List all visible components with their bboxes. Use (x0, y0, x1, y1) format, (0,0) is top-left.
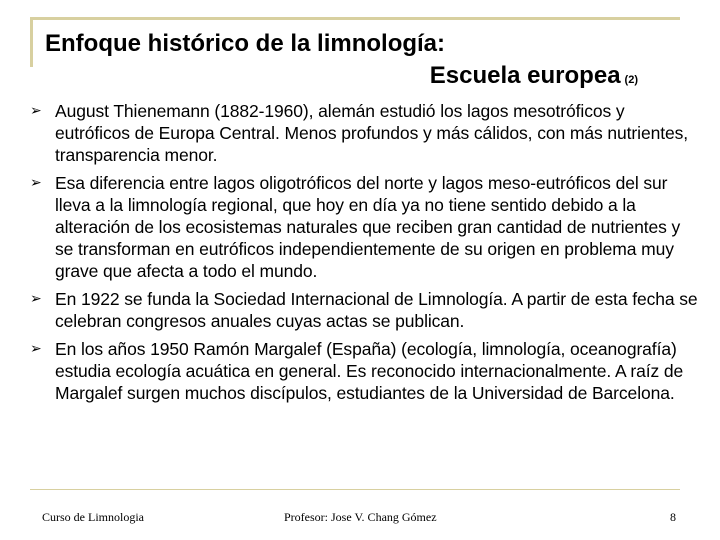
bullet-item (30, 338, 700, 404)
right-arrow-bullet-icon: ➢ (30, 175, 42, 191)
right-arrow-bullet-icon: ➢ (30, 341, 42, 357)
footer-course-name: Curso de Limnologia (42, 510, 144, 524)
right-arrow-bullet-icon: ➢ (30, 291, 42, 307)
bullet-text: August Thienemann (1882-1960), alemán estudió los lagos mesotróficos y eutróficos de Europa Central. Menos profundos y más cálidos, con más nutrientes, transparencia menor. (55, 101, 689, 165)
slide-title-part-number: (2) (624, 74, 638, 86)
footer-professor: Profesor: Jose V. Chang Gómez (284, 510, 437, 524)
bullet-text: En los años 1950 Ramón Margalef (España) (ecología, limnología, oceanografía) estudia ecología acuática en general. Es reconocido internacionalmente. A raíz de Margalef surgen muchos discípulos, estudiantes de la Universidad de Barcelona. (55, 339, 684, 403)
bullet-item (30, 172, 700, 282)
bullet-text: Esa diferencia entre lagos oligotróficos del norte y lagos meso-eutróficos del sur lleva a la limnología regional, que hoy en día ya no tiene sentido debido a la alteración de los ecosistemas naturales que reciben gran cantidad de nutrientes y se transforman en eutróficos independientemente de su origen en problema muy grave que afecta a todo el mundo. (55, 173, 681, 281)
slide-title-line-1: Enfoque histórico de la limnología: (45, 30, 446, 57)
title-frame-left-rule (30, 17, 33, 67)
slide-title-line-2 (430, 62, 638, 90)
bullet-list (30, 100, 700, 410)
right-arrow-bullet-icon: ➢ (30, 103, 42, 119)
bullet-text: En 1922 se funda la Sociedad Internacional de Limnología. A partir de esta fecha se celebran congresos anuales cuyas actas se publican. (55, 289, 698, 331)
title-frame-top-rule (30, 17, 680, 20)
footer-page-number: 8 (670, 510, 676, 524)
slide-title-subtitle: Escuela europea (429, 62, 621, 89)
footer-rule (30, 489, 680, 490)
bullet-item (30, 100, 700, 166)
bullet-item (30, 288, 700, 332)
